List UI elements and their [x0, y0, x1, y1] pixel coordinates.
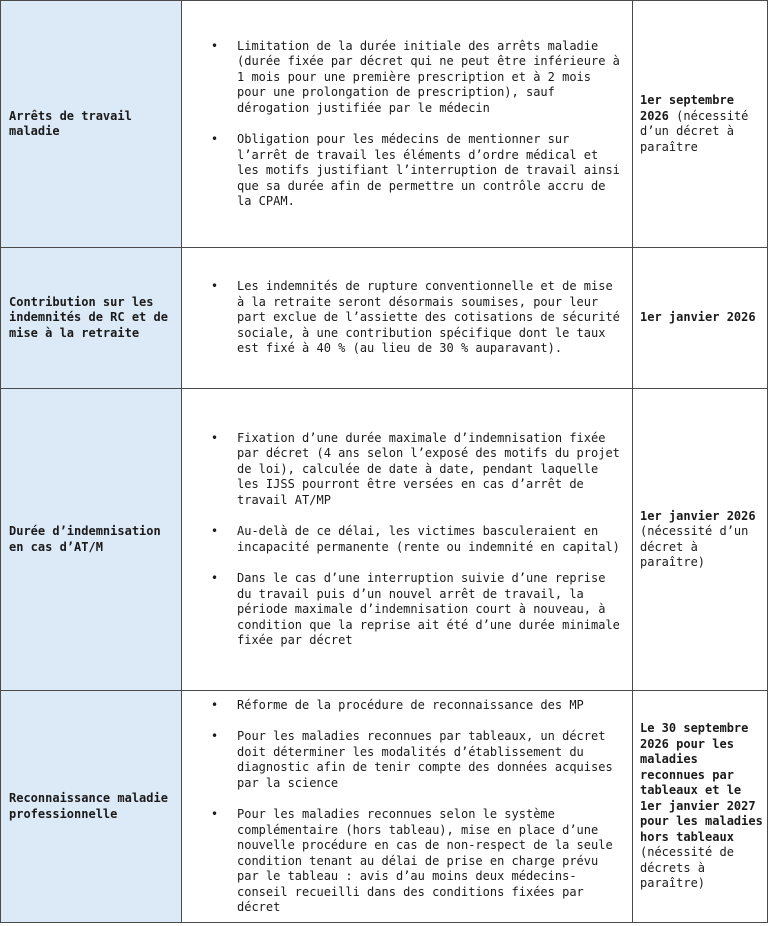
- topic-label: Contribution sur les indemnités de RC et de mise à la retraite: [9, 294, 168, 340]
- bullet-item: • Pour les maladies reconnues selon le système complémentaire (hors tableau), mise en place d’une nouvelle procédure en cas de non-respect de la seule condition tenant au délai de prise en charge prévu par le tableau : avis d’au moins deux médecins-conseil recueilli dans des conditions fixées par décret: [182, 807, 622, 916]
- bullet-list: [182, 698, 622, 916]
- effective-date: 1er septembre 2026: [640, 93, 734, 123]
- bullet-item: • Pour les maladies reconnues par tableaux, un décret doit déterminer les modalités d’établissement du diagnostic afin de tenir compte des données acquises par la science: [182, 729, 622, 791]
- bullet-item: • Au-delà de ce délai, les victimes basculeraient en incapacité permanente (rente ou indemnité en capital): [182, 524, 622, 555]
- bullet-list: [182, 39, 622, 210]
- effective-date: Le 30 septembre 2026 pour les maladies reconnues par tableaux et le 1er janvier 2027 pour les maladies hors tableaux: [640, 721, 763, 844]
- topic-cell: [1, 248, 182, 389]
- content-cell: [182, 389, 633, 691]
- bullet-item: • Dans le cas d’une interruption suivie d’une reprise du travail puis d’un nouvel arrêt de travail, la période maximale d’indemnisation court à nouveau, à condition que la reprise ait été d’une durée minimale fixée par décret: [182, 571, 622, 649]
- topic-cell: [1, 1, 182, 248]
- table-row: [1, 389, 768, 691]
- bullet-item: • Fixation d’une durée maximale d’indemnisation fixée par décret (4 ans selon l’exposé des motifs du projet de loi), calculée de date à date, pendant laquelle les IJSS pourront être versées en cas d’arrêt de travail AT/MP: [182, 431, 622, 509]
- topic-label: Arrêts de travail maladie: [9, 108, 132, 138]
- date-note: (nécessité d’un décret à paraître): [640, 524, 749, 569]
- date-note: (nécessité d’un décret à paraître: [640, 108, 749, 154]
- bullet-item: • Réforme de la procédure de reconnaissance des MP: [182, 698, 622, 714]
- content-cell: [182, 691, 633, 923]
- date-note: (nécessité de décrets à paraître): [640, 845, 734, 891]
- topic-label: Reconnaissance maladie professionnelle: [9, 791, 168, 821]
- content-cell: [182, 248, 633, 389]
- effective-date: 1er janvier 2026: [640, 508, 756, 523]
- bullet-item: • Obligation pour les médecins de mentionner sur l’arrêt de travail les éléments d’ordre médical et les motifs justifiant l’interruption de travail ainsi que sa durée afin de permettre un contrôle accru de la CPAM.: [182, 132, 622, 210]
- effective-date: 1er janvier 2026: [640, 310, 756, 325]
- table-row: [1, 248, 768, 389]
- table-row: [1, 691, 768, 923]
- date-cell: [633, 248, 768, 389]
- date-cell: [633, 1, 768, 248]
- date-cell: [633, 691, 768, 923]
- content-cell: [182, 1, 633, 248]
- bullet-item: • Limitation de la durée initiale des arrêts maladie (durée fixée par décret qui ne peut être inférieure à 1 mois pour une première prescription et à 2 mois pour une prolongation de prescription), sauf dérogation justifiée par le médecin: [182, 39, 622, 117]
- bullet-list: [182, 431, 622, 649]
- topic-label: Durée d’indemnisation en cas d’AT/M: [9, 524, 161, 554]
- topic-cell: [1, 691, 182, 923]
- date-cell: [633, 389, 768, 691]
- table-row: [1, 1, 768, 248]
- bullet-list: [182, 279, 622, 357]
- bullet-item: • Les indemnités de rupture conventionnelle et de mise à la retraite seront désormais soumises, pour leur part exclue de l’assiette des cotisations de sécurité sociale, à une contribution spécifique dont le taux est fixé à 40 % (au lieu de 30 % auparavant).: [182, 279, 622, 357]
- topic-cell: [1, 389, 182, 691]
